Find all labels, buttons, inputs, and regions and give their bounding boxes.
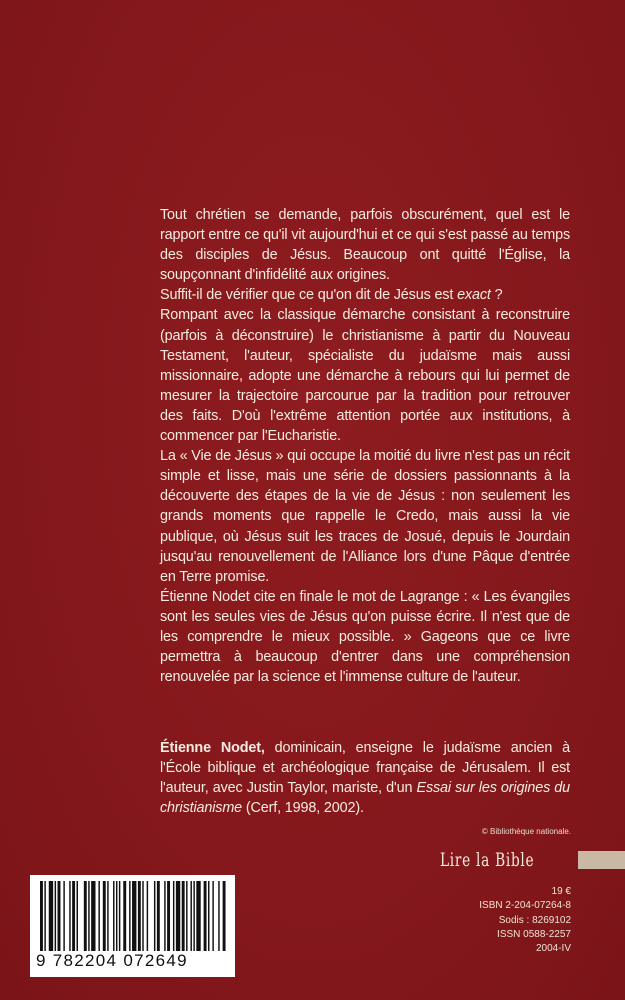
blurb-paragraph-2 <box>160 285 570 305</box>
author-paragraph <box>160 738 570 818</box>
author-bio-end: (Cerf, 1998, 2002). <box>242 800 364 817</box>
blurb-paragraph-4: La « Vie de Jésus » qui occupe la moitié du livre n'est pas un récit simple et lisse, mais une série de dossiers passionnants à la découverte des étapes de la vie de Jésus : non seulement les grands moments que rappelle le Credo, mais aussi la vie publique, où Jésus suit les traces de Josué, depuis le Jourdain jusqu'au renouvellement de l'Alliance lors d'une Pâque d'entrée en Terre promise. <box>160 448 570 585</box>
blurb-question: Suffit-il de vérifier que ce qu'on dit de Jésus est <box>160 287 458 304</box>
author-book-title: Essai sur les origines du christianisme <box>160 780 570 817</box>
sodis-code: Sodis : 8269102 <box>498 914 571 926</box>
blurb-paragraph-3: Rompant avec la classique démarche consistant à reconstruire (parfois à déconstruire) le christianisme à partir du Nouveau Testament, l'auteur, spécialiste du judaïsme mais aussi missionnaire, adopte une démarche à rebours qui lui permet de mesurer la trajectoire parcourue par la tradition pour retrouver des faits. D'où l'extrême attention portée aux institutions, à commencer par l'Eucharistie. <box>160 307 570 445</box>
price-block <box>479 885 571 956</box>
edition-code: 2004-IV <box>535 943 571 955</box>
blurb-text <box>160 205 570 687</box>
blurb-question-end: ? <box>490 287 503 304</box>
author-bio-text: dominicain, enseigne le judaïsme ancien à l'École biblique et archéologique française de Jérusalem. Il est l'auteur, avec Justin Taylor, mariste, d'un <box>160 740 570 797</box>
issn: ISSN 0588-2257 <box>497 928 571 940</box>
isbn: ISBN 2-204-07264-8 <box>479 900 571 912</box>
author-bio <box>160 738 570 818</box>
image-credit: © Bibliothèque nationale. <box>481 827 571 836</box>
blurb-paragraph-5: Étienne Nodet cite en finale le mot de Lagrange : « Les évangiles sont les seules vies de Jésus qu'on puisse écrire. Il n'est que de les comprendre le mieux possible. » Gageons que ce livre permettra à beaucoup d'entrer dans une compréhension renouvelée par la science et l'immense culture de l'auteur. <box>160 588 570 686</box>
barcode-label <box>30 875 235 977</box>
price: 19 € <box>551 886 571 897</box>
blurb-paragraph-1: Tout chrétien se demande, parfois obscurément, quel est le rapport entre ce qu'il vit aujourd'hui et ce qui s'est passé au temps des disciples de Jésus. Beaucoup ont quitté l'Église, la soupçonnant d'infidélité aux origines. <box>160 207 570 284</box>
series-title: Lire la Bible <box>440 849 535 871</box>
series-bar <box>578 851 625 869</box>
barcode-number: 9 782204 072649 <box>36 951 188 970</box>
blurb-emphasis: exact <box>457 287 491 304</box>
author-name: Étienne Nodet, <box>160 740 265 756</box>
barcode-bars <box>40 881 227 951</box>
